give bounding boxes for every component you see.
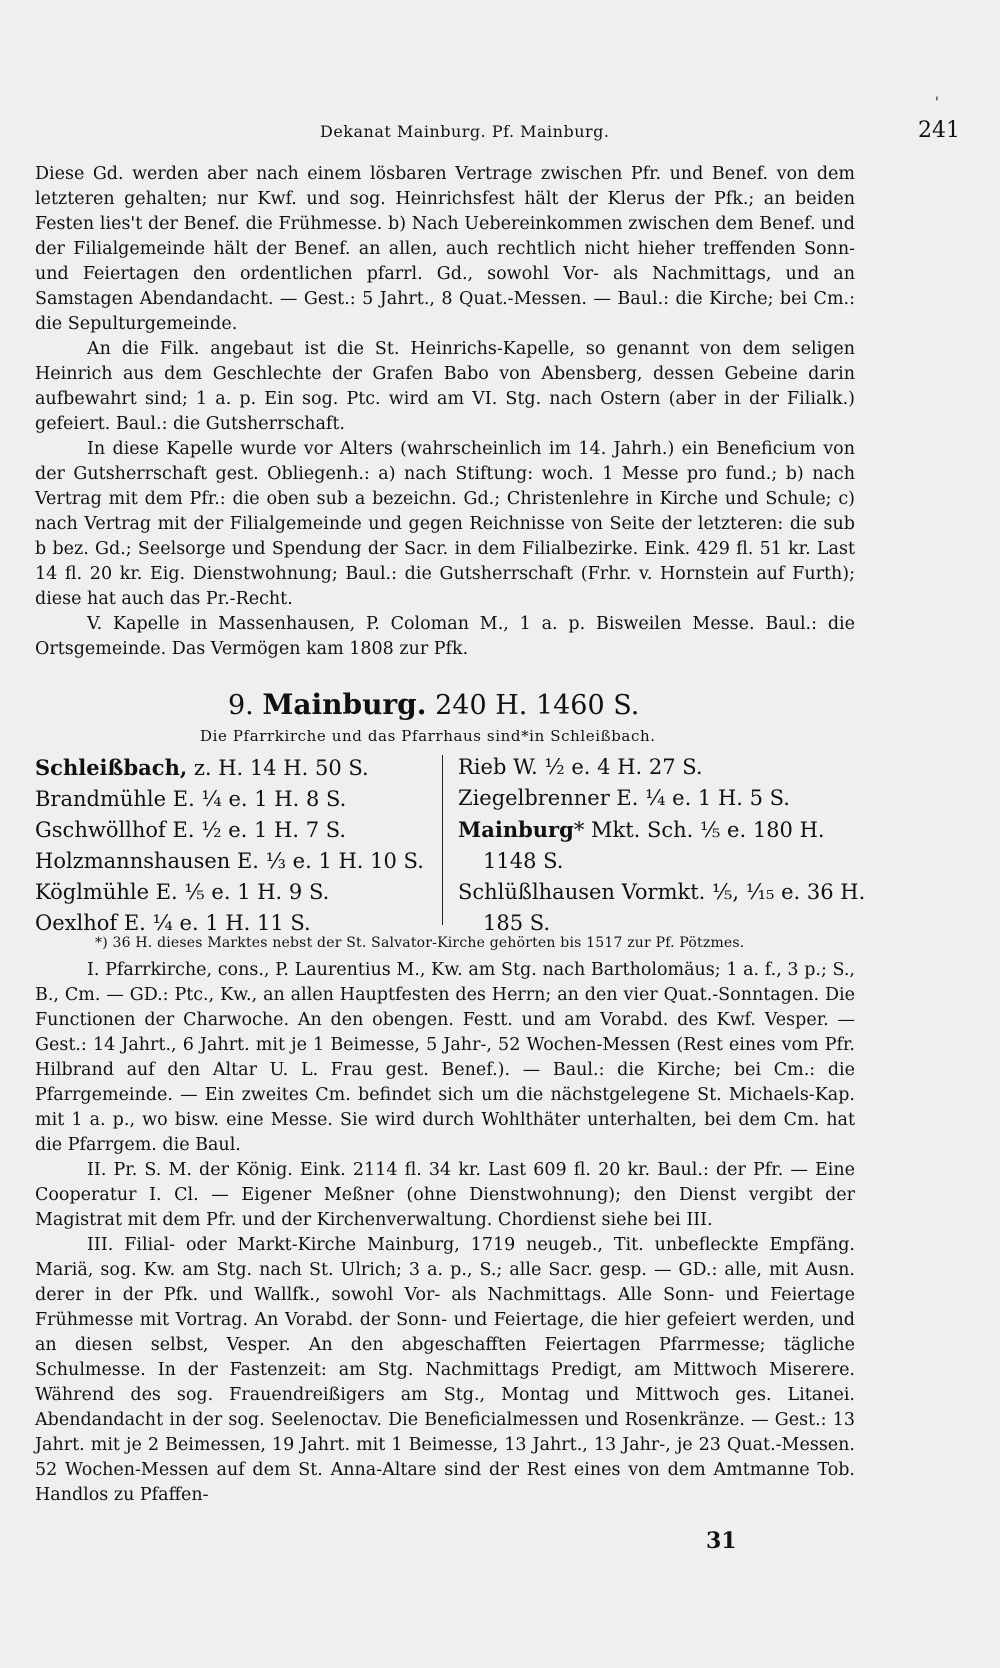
section-heading — [228, 688, 639, 721]
place-name: Schleißbach, — [35, 755, 188, 780]
place-details: W. ½ e. 4 H. 27 S. — [506, 755, 703, 779]
main-text — [35, 958, 855, 1508]
margin-mark: ' — [935, 95, 939, 111]
place-entry — [458, 783, 878, 814]
paragraph: In diese Kapelle wurde vor Alters (wahrscheinlich im 14. Jahrh.) ein Beneficium von der Gutsherrschaft gest. Obliegenh.: a) nach Stiftung: woch. 1 Messe pro fund.; b) nach Vertrag mit dem Pfr.: die oben sub a bezeichn. Gd.; Christenlehre in Kirche und Schule; c) nach Vertrag mit der Filialgemeinde und gegen Reichnisse von Seite der letzteren: die sub b bez. Gd.; Seelsorge und Spendung der Sacr. in dem Filialbezirke. Eink. 429 fl. 51 kr. Last 14 fl. 20 kr. Eig. Dienstwohnung; Baul.: die Gutsherrschaft (Frhr. v. Hornstein auf Furth); diese hat auch das Pr.-Recht. — [35, 439, 855, 609]
paragraph: III. Filial- oder Markt-Kirche Mainburg, 1719 neugeb., Tit. unbefleckte Empfäng. Mariä, sog. Kw. am Stg. nach St. Ulrich; 3 a. p., S.; alle Sacr. gesp. — GD.: alle, mit Ausn. derer in der Pfk. und Wallfk., sowohl Vor- als Nachmittags. Alle Sonn- und Feiertage Frühmesse mit Vortrag. An Vorabd. der Sonn- und Feiertage, die hier gefeiert werden, und an diesen selbst, Vesper. An den abgeschafften Feiertagen Pfarrmesse; tägliche Schulmesse. In der Fastenzeit: am Stg. Nachmittags Predigt, am Mittwoch Miserere. Während des sog. Frauendreißigers am Stg., Montag und Mittwoch ges. Litanei. Abendandacht in der sog. Seelenoctav. Die Beneficialmessen und Rosenkränze. — Gest.: 13 Jahrt. mit je 2 Beimessen, 19 Jahrt. mit 1 Beimesse, 13 Jahrt., 13 Jahr-, je 23 Quat.-Messen. 52 Wochen-Messen auf dem St. Anna-Altare sind der Rest eines von dem Amtmanne Tob. Handlos zu Pfaffen- — [35, 1235, 855, 1505]
place-name: Brandmühle — [35, 787, 167, 811]
place-details: E. ¼ e. 1 H. 5 S. — [609, 786, 790, 810]
places-left-column — [35, 752, 435, 939]
running-title: Dekanat Mainburg. Pf. Mainburg. — [320, 122, 610, 141]
place-details: * Mkt. Sch. ⅕ e. 180 H. — [573, 818, 825, 842]
place-entry — [458, 846, 878, 877]
signature-mark: 31 — [706, 1528, 737, 1554]
place-name: Gschwöllhof — [35, 818, 166, 842]
place-entry — [458, 877, 878, 908]
paragraph: I. Pfarrkirche, cons., P. Laurentius M., Kw. am Stg. nach Bartholomäus; 1 a. f., 3 p.; S., B., Cm. — GD.: Ptc., Kw., an allen Hauptfesten des Herrn; an den vier Quat.-Sonntagen. Die Functionen der Charwoche. An den obengen. Festt. und am Vorabd. des Kwf. Vesper. — Gest.: 14 Jahrt., 6 Jahrt. mit je 1 Beimesse, 5 Jahr-, 52 Wochen-Messen (Rest eines vom Pfr. Hilbrand auf den Altar U. L. Frau gest. Benef.). — Baul.: die Kirche; bei Cm.: die Pfarrgemeinde. — Ein zweites Cm. befindet sich um die nächstgelegene St. Michaels-Kap. mit 1 a. p., wo bisw. eine Messe. Sie wird durch Wohlthäter unterhalten, bei dem Cm. hat die Pfarrgem. die Baul. — [35, 960, 855, 1155]
place-name: Oexlhof — [35, 911, 118, 935]
place-name: Mainburg — [458, 817, 574, 842]
place-name: Ziegelbrenner — [458, 786, 610, 810]
section-number: 9. — [228, 690, 254, 721]
place-entry — [35, 815, 435, 846]
place-name: Schlüßlhausen — [458, 880, 615, 904]
place-details: 185 S. — [483, 911, 551, 935]
paragraph: An die Filk. angebaut ist die St. Heinrichs-Kapelle, so genannt von dem seligen Heinrich aus dem Geschlechte der Grafen Babo von Abensberg, dessen Gebeine darin aufbewahrt sind; 1 a. p. Ein sog. Ptc. wird am VI. Stg. nach Ostern (aber in der Filialk.) gefeiert. Baul.: die Gutsherrschaft. — [35, 339, 855, 434]
paragraph: Diese Gd. werden aber nach einem lösbaren Vertrage zwischen Pfr. und Benef. von dem letzteren gehalten; nur Kwf. und sog. Heinrichsfest hält der Klerus der Pfk.; an beiden Festen lies't der Benef. die Frühmesse. b) Nach Uebereinkommen zwischen dem Benef. und der Filialgemeinde hält der Benef. an allen, auch rechtlich nicht hieher treffenden Sonn- und Feiertagen den ordentlichen pfarrl. Gd., sowohl Vor- als Nachmittags, und an Samstagen Abendandacht. — Gest.: 5 Jahrt., 8 Quat.-Messen. — Baul.: die Kirche; bei Cm.: die Sepulturgemeinde. — [35, 164, 855, 334]
place-name: Holzmannshausen — [35, 849, 231, 873]
place-details: z. H. 14 H. 50 S. — [187, 756, 369, 780]
page-header — [35, 118, 960, 148]
place-entry — [458, 752, 878, 783]
section-subtitle: Die Pfarrkirche und das Pfarrhaus sind*in Schleißbach. — [200, 727, 656, 745]
place-entry — [35, 877, 435, 908]
place-details: 1148 S. — [483, 849, 564, 873]
place-details: E. ¼ e. 1 H. 11 S. — [117, 911, 311, 935]
place-entry — [35, 784, 435, 815]
place-entry — [35, 846, 435, 877]
paragraph: II. Pr. S. M. der König. Eink. 2114 fl. 34 kr. Last 609 fl. 20 kr. Baul.: der Pfr. — Eine Cooperatur I. Cl. — Eigener Meßner (ohne Dienstwohnung); den Dienst vergibt der Magistrat mit dem Pfr. und der Kirchenverwaltung. Chordienst siehe bei III. — [35, 1160, 855, 1230]
section-stats: 240 H. 1460 S. — [435, 690, 640, 721]
section-name: Mainburg. — [262, 688, 427, 721]
place-details: E. ¼ e. 1 H. 8 S. — [166, 787, 347, 811]
place-name: Rieb — [458, 755, 507, 779]
place-details: E. ⅕ e. 1 H. 9 S. — [149, 880, 330, 904]
intro-text — [35, 162, 855, 662]
place-details: E. ⅓ e. 1 H. 10 S. — [230, 849, 424, 873]
places-right-column — [458, 752, 878, 939]
place-entry — [35, 752, 435, 784]
page-number: 241 — [918, 118, 960, 143]
place-details: E. ½ e. 1 H. 7 S. — [165, 818, 347, 842]
place-details: Vormkt. ⅕, ¹⁄₁₅ e. 36 H. — [614, 880, 866, 904]
place-entry — [458, 814, 878, 846]
footnote: *) 36 H. dieses Marktes nebst der St. Salvator-Kirche gehörten bis 1517 zur Pf. Pötzmes. — [95, 935, 745, 951]
place-name: Köglmühle — [35, 880, 150, 904]
column-divider — [442, 755, 443, 925]
paragraph: V. Kapelle in Massenhausen, P. Coloman M., 1 a. p. Bisweilen Messe. Baul.: die Ortsgemeinde. Das Vermögen kam 1808 zur Pfk. — [35, 614, 855, 659]
